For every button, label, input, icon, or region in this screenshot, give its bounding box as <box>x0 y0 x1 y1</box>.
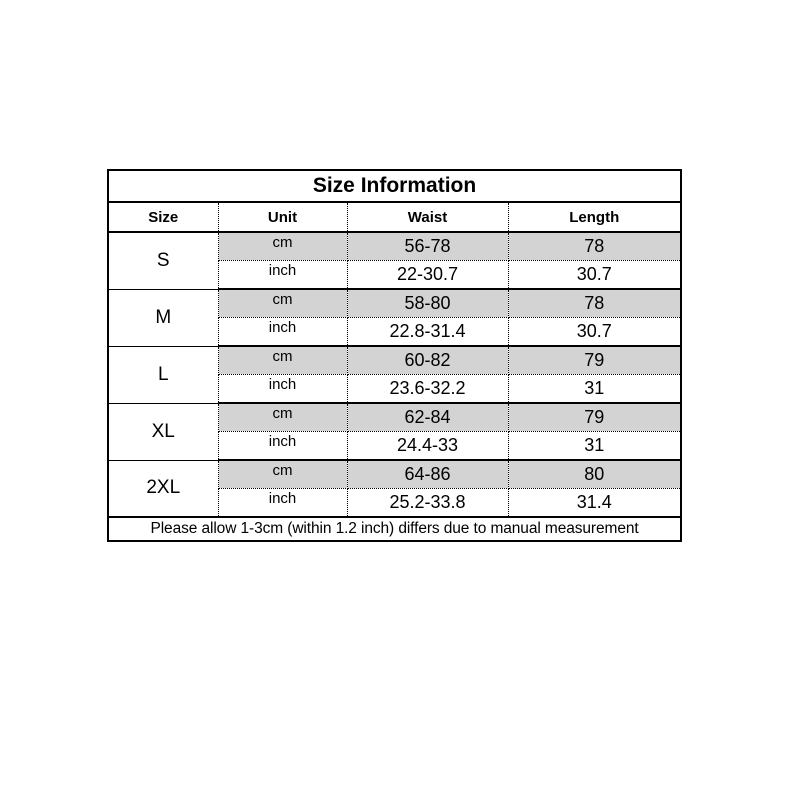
measurement-note: Please allow 1-3cm (within 1.2 inch) differs due to manual measurement <box>108 517 681 541</box>
table-row <box>108 346 681 375</box>
unit-cell: inch <box>218 489 347 518</box>
unit-cell: inch <box>218 318 347 347</box>
waist-cell: 23.6-32.2 <box>347 375 508 404</box>
waist-cell: 22.8-31.4 <box>347 318 508 347</box>
waist-cell: 60-82 <box>347 346 508 375</box>
waist-cell: 24.4-33 <box>347 432 508 461</box>
unit-cell: cm <box>218 403 347 432</box>
unit-cell: inch <box>218 261 347 290</box>
waist-cell: 62-84 <box>347 403 508 432</box>
length-cell: 30.7 <box>508 261 681 290</box>
unit-cell: cm <box>218 289 347 318</box>
unit-cell: inch <box>218 432 347 461</box>
table-row <box>108 289 681 318</box>
size-label: M <box>108 289 218 346</box>
length-cell: 31 <box>508 432 681 461</box>
length-cell: 31.4 <box>508 489 681 518</box>
waist-cell: 22-30.7 <box>347 261 508 290</box>
size-label: S <box>108 232 218 289</box>
length-cell: 79 <box>508 403 681 432</box>
unit-cell: cm <box>218 460 347 489</box>
header-unit: Unit <box>218 202 347 232</box>
size-information-table <box>107 169 682 542</box>
size-label: XL <box>108 403 218 460</box>
waist-cell: 25.2-33.8 <box>347 489 508 518</box>
waist-cell: 56-78 <box>347 232 508 261</box>
unit-cell: inch <box>218 375 347 404</box>
size-label: 2XL <box>108 460 218 517</box>
waist-cell: 64-86 <box>347 460 508 489</box>
table-row <box>108 232 681 261</box>
header-waist: Waist <box>347 202 508 232</box>
header-size: Size <box>108 202 218 232</box>
unit-cell: cm <box>218 232 347 261</box>
length-cell: 80 <box>508 460 681 489</box>
table-row <box>108 460 681 489</box>
length-cell: 78 <box>508 232 681 261</box>
waist-cell: 58-80 <box>347 289 508 318</box>
length-cell: 31 <box>508 375 681 404</box>
table-row <box>108 403 681 432</box>
table-title: Size Information <box>108 170 681 202</box>
size-label: L <box>108 346 218 403</box>
length-cell: 78 <box>508 289 681 318</box>
length-cell: 79 <box>508 346 681 375</box>
header-length: Length <box>508 202 681 232</box>
unit-cell: cm <box>218 346 347 375</box>
length-cell: 30.7 <box>508 318 681 347</box>
